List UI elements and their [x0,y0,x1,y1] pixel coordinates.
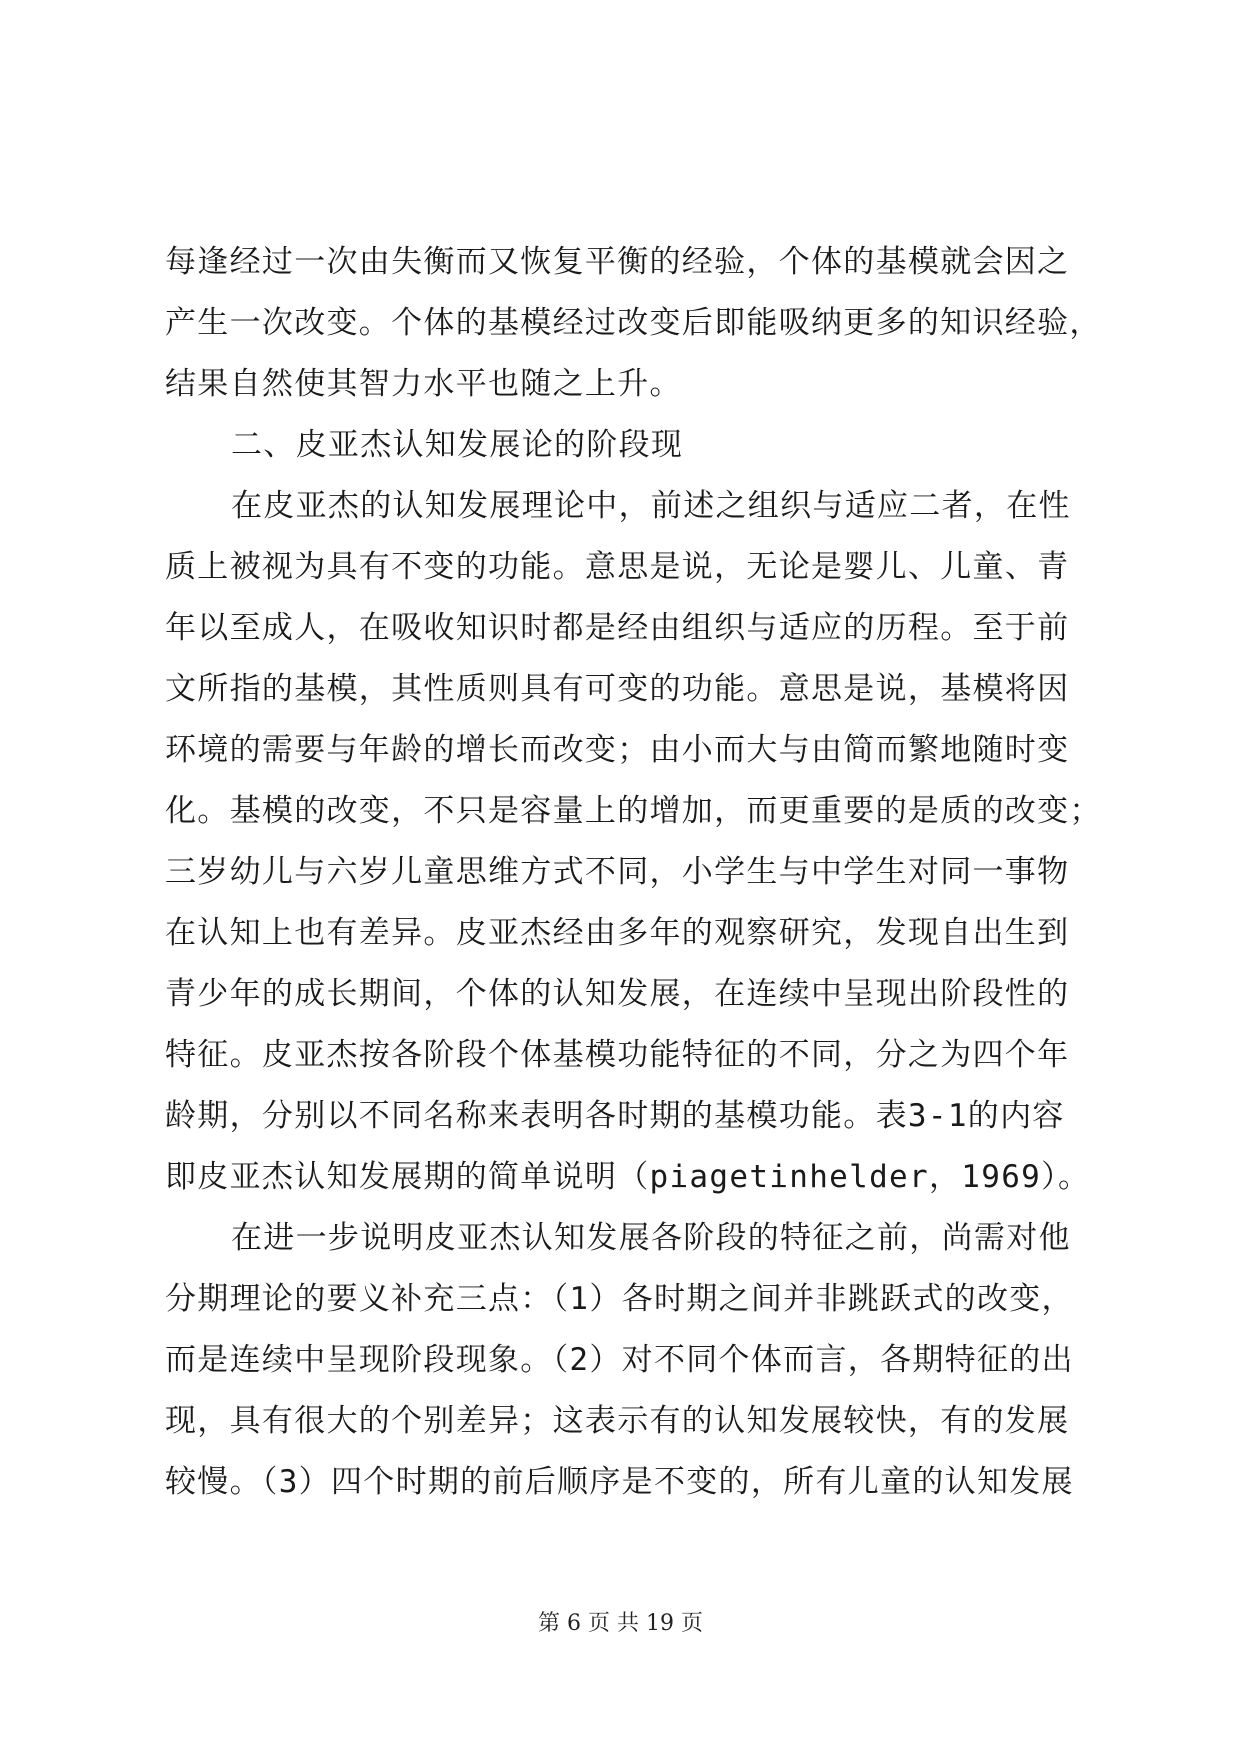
text-line: 分期理论的要义补充三点：（1）各时期之间并非跳跃式的改变， [165,1281,1074,1317]
text-line: 龄期，分别以不同名称来表明各时期的基模功能。表3-1的内容 [165,1098,1065,1134]
text-line: 质上被视为具有不变的功能。意思是说，无论是婴儿、儿童、青 [165,549,1070,585]
paragraph-start-line: 在皮亚杰的认知发展理论中，前述之组织与适应二者，在性 [231,488,1071,524]
text-line: 每逢经过一次由失衡而又恢复平衡的经验，个体的基模就会因之 [165,244,1070,280]
text-line: 即皮亚杰认知发展期的简单说明（piagetinhelder，1969）。 [165,1159,1091,1195]
body-text [165,232,1125,1513]
text-line: 年以至成人，在吸收知识时都是经由组织与适应的历程。至于前 [165,610,1070,646]
text-line: 文所指的基模，其性质则具有可变的功能。意思是说，基模将因 [165,671,1070,707]
section-heading: 二、皮亚杰认知发展论的阶段现 [231,427,684,463]
text-line: 产生一次改变。个体的基模经过改变后即能吸纳更多的知识经验， [165,305,1102,341]
text-line: 三岁幼儿与六岁儿童思维方式不同，小学生与中学生对同一事物 [165,854,1070,890]
text-line: 在认知上也有差异。皮亚杰经由多年的观察研究，发现自出生到 [165,915,1070,951]
text-line: 化。基模的改变，不只是容量上的增加，而更重要的是质的改变； [165,793,1102,829]
text-line: 较慢。（3）四个时期的前后顺序是不变的，所有儿童的认知发展 [165,1464,1074,1500]
text-line: 环境的需要与年龄的增长而改变；由小而大与由简而繁地随时变 [165,732,1070,768]
text-line: 特征。皮亚杰按各阶段个体基模功能特征的不同，分之为四个年 [165,1037,1070,1073]
text-line: 青少年的成长期间，个体的认知发展，在连续中呈现出阶段性的 [165,976,1070,1012]
text-line: 结果自然使其智力水平也随之上升。 [165,366,682,402]
text-line: 而是连续中呈现阶段现象。（2）对不同个体而言，各期特征的出 [165,1342,1074,1378]
text-line: 现，具有很大的个别差异；这表示有的认知发展较快，有的发展 [165,1403,1070,1439]
paragraph-start-line: 在进一步说明皮亚杰认知发展各阶段的特征之前，尚需对他 [231,1220,1071,1256]
page-number-footer: 第 6 页 共 19 页 [538,1611,703,1636]
